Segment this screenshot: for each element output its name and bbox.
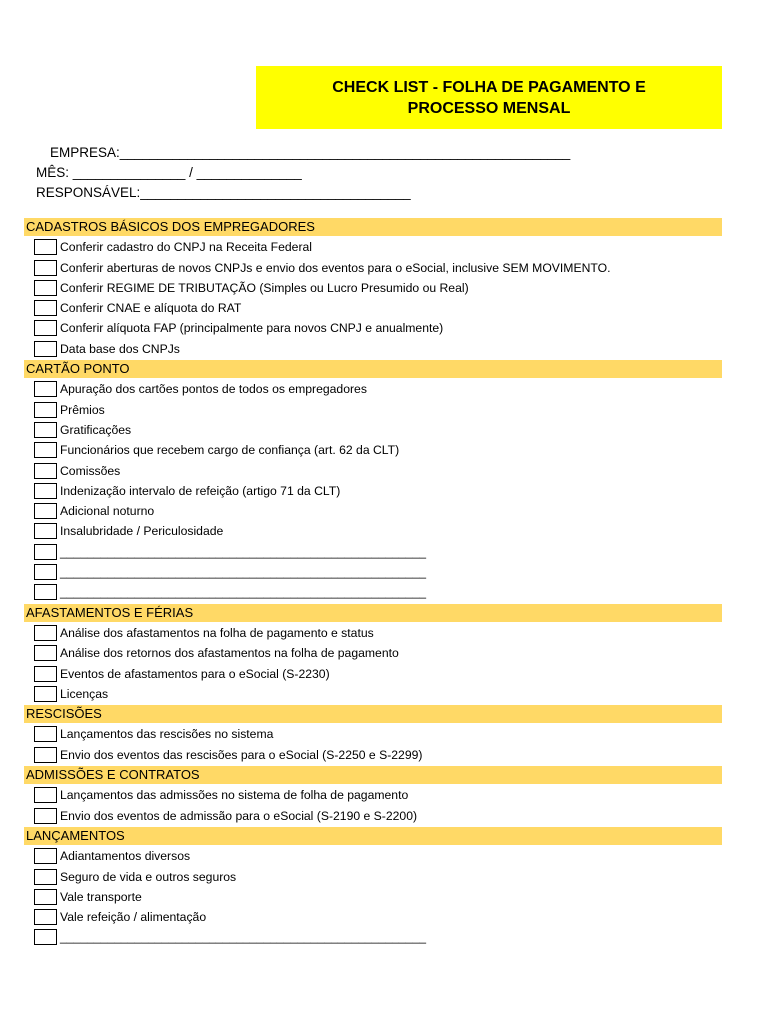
checkbox[interactable]: [34, 666, 57, 682]
section-header: CADASTROS BÁSICOS DOS EMPREGADORES: [24, 218, 722, 236]
checkbox[interactable]: [34, 889, 57, 905]
checklist-item: [24, 340, 722, 358]
checklist-item-label: Gratificações: [60, 422, 132, 437]
checkbox[interactable]: [34, 848, 57, 864]
checklist-item-label: Comissões: [60, 463, 121, 478]
checkbox[interactable]: [34, 584, 57, 600]
section-header: RESCISÕES: [24, 705, 722, 723]
checkbox[interactable]: [34, 869, 57, 885]
checklist-item-label: Adicional noturno: [60, 504, 155, 519]
title-line-2: PROCESSO MENSAL: [407, 99, 571, 117]
checklist-item-label: Conferir alíquota FAP (principalmente para novos CNPJ e anualmente): [60, 321, 444, 336]
checklist-item-label: ______________________________________________________: [60, 930, 427, 945]
checklist-item-label: Seguro de vida e outros seguros: [60, 869, 237, 884]
checklist-item: [24, 685, 722, 703]
checkbox[interactable]: [34, 300, 57, 316]
checklist-item: [24, 888, 722, 906]
checklist-item: [24, 543, 722, 561]
checklist-item: [24, 583, 722, 601]
checklist-item: [24, 522, 722, 540]
checkbox[interactable]: [34, 463, 57, 479]
mes-field[interactable]: MÊS: _______________ / ______________: [36, 165, 302, 180]
checklist-item-label: Conferir CNAE e alíquota do RAT: [60, 301, 242, 316]
empresa-field[interactable]: EMPRESA:____________________________________________________________: [50, 145, 571, 160]
checklist-item-label: Vale refeição / alimentação: [60, 910, 207, 925]
checklist-sections: [24, 218, 722, 949]
checklist-item-label: Conferir aberturas de novos CNPJs e envio dos eventos para o eSocial, inclusive SEM MOVIMENTO.: [60, 260, 611, 275]
checkbox[interactable]: [34, 320, 57, 336]
checkbox[interactable]: [34, 483, 57, 499]
checkbox[interactable]: [34, 686, 57, 702]
checklist-item-label: Apuração dos cartões pontos de todos os empregadores: [60, 382, 367, 397]
checklist-item: [24, 238, 722, 256]
checklist-item: [24, 421, 722, 439]
checkbox[interactable]: [34, 503, 57, 519]
checkbox[interactable]: [34, 442, 57, 458]
checklist-item: [24, 786, 722, 804]
checklist-item: [24, 624, 722, 642]
checklist-item-label: Conferir cadastro do CNPJ na Receita Federal: [60, 240, 312, 255]
checklist-item: [24, 928, 722, 946]
checkbox[interactable]: [34, 909, 57, 925]
title-line-1: CHECK LIST - FOLHA DE PAGAMENTO E: [332, 78, 646, 96]
responsavel-field[interactable]: RESPONSÁVEL:____________________________________: [36, 185, 411, 200]
section-header: LANÇAMENTOS: [24, 827, 722, 845]
checklist-item-label: Vale transporte: [60, 889, 142, 904]
checklist-item-label: Lançamentos das admissões no sistema de folha de pagamento: [60, 788, 409, 803]
section-header: CARTÃO PONTO: [24, 360, 722, 378]
checklist-item-label: Envio dos eventos das rescisões para o eSocial (S-2250 e S-2299): [60, 747, 423, 762]
checkbox[interactable]: [34, 544, 57, 560]
checklist-item: [24, 807, 722, 825]
checkbox[interactable]: [34, 523, 57, 539]
checklist-item: [24, 868, 722, 886]
section-header: ADMISSÕES E CONTRATOS: [24, 766, 722, 784]
title-banner: [256, 66, 722, 129]
checkbox[interactable]: [34, 564, 57, 580]
checklist-item: [24, 563, 722, 581]
checklist-item: [24, 279, 722, 297]
checklist-item-label: ______________________________________________________: [60, 585, 427, 600]
checkbox[interactable]: [34, 726, 57, 742]
checklist-item: [24, 725, 722, 743]
checklist-item-label: Indenização intervalo de refeição (artigo 71 da CLT): [60, 483, 341, 498]
checkbox[interactable]: [34, 808, 57, 824]
checkbox[interactable]: [34, 747, 57, 763]
checklist-item-label: ______________________________________________________: [60, 544, 427, 559]
checklist-item: [24, 259, 722, 277]
checklist-item: [24, 908, 722, 926]
checklist-item-label: Conferir REGIME DE TRIBUTAÇÃO (Simples ou Lucro Presumido ou Real): [60, 280, 469, 295]
checklist-item: [24, 319, 722, 337]
checkbox[interactable]: [34, 260, 57, 276]
checklist-item-label: Prêmios: [60, 402, 105, 417]
checklist-item: [24, 847, 722, 865]
checklist-item-label: Licenças: [60, 686, 109, 701]
checkbox[interactable]: [34, 787, 57, 803]
checklist-item-label: Análise dos retornos dos afastamentos na folha de pagamento: [60, 646, 399, 661]
checkbox[interactable]: [34, 341, 57, 357]
checklist-item: [24, 665, 722, 683]
checklist-item: [24, 644, 722, 662]
checkbox[interactable]: [34, 280, 57, 296]
checkbox[interactable]: [34, 929, 57, 945]
checkbox[interactable]: [34, 381, 57, 397]
checklist-item-label: Insalubridade / Periculosidade: [60, 524, 224, 539]
checklist-item: [24, 746, 722, 764]
checklist-item-label: Funcionários que recebem cargo de confiança (art. 62 da CLT): [60, 443, 400, 458]
checkbox[interactable]: [34, 402, 57, 418]
checklist-item-label: Análise dos afastamentos na folha de pagamento e status: [60, 625, 374, 640]
checkbox[interactable]: [34, 239, 57, 255]
checklist-item: [24, 482, 722, 500]
checklist-item: [24, 380, 722, 398]
checklist-item-label: Envio dos eventos de admissão para o eSocial (S-2190 e S-2200): [60, 808, 418, 823]
checkbox[interactable]: [34, 422, 57, 438]
checklist-item: [24, 299, 722, 317]
checklist-item: [24, 401, 722, 419]
checklist-item: [24, 502, 722, 520]
checkbox[interactable]: [34, 645, 57, 661]
section-header: AFASTAMENTOS E FÉRIAS: [24, 604, 722, 622]
checklist-item-label: Eventos de afastamentos para o eSocial (S-2230): [60, 666, 330, 681]
checklist-item-label: Lançamentos das rescisões no sistema: [60, 727, 274, 742]
checkbox[interactable]: [34, 625, 57, 641]
checklist-item: [24, 462, 722, 480]
checklist-item-label: Data base dos CNPJs: [60, 341, 180, 356]
checklist-item-label: ______________________________________________________: [60, 565, 427, 580]
checklist-item-label: Adiantamentos diversos: [60, 849, 191, 864]
checklist-item: [24, 441, 722, 459]
